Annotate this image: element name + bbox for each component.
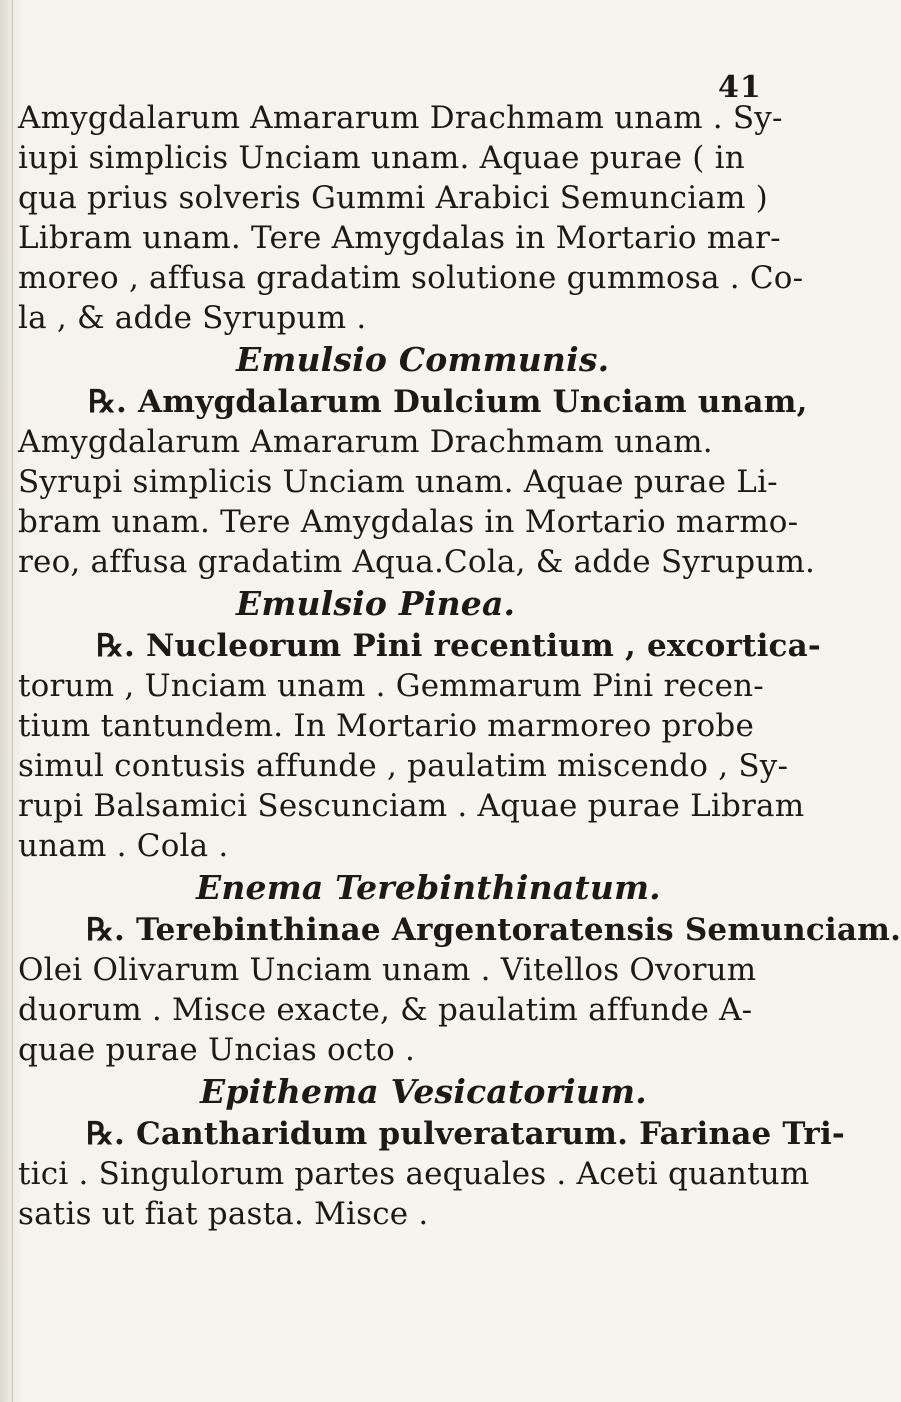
page-number: 41 [718,70,762,105]
text-line-27: tici . Singulorum partes aequales . Aceti quantum [18,1156,810,1192]
text-line-12: reo, affusa gradatim Aqua.Cola, & adde Syrupum. [18,544,816,580]
text-line-15: torum , Unciam unam . Gemmarum Pini recen- [18,668,764,704]
recipe-line-rx-1: ℞. Amygdalarum Dulcium Unciam unam, [88,384,808,420]
binding-gutter [12,0,13,1402]
heading-emulsio-pinea: Emulsio Pinea. [236,584,516,623]
text-line-6: la , & adde Syrupum . [18,300,367,336]
recipe-line-rx-3: ℞. Terebinthinae Argentoratensis Semunciam. [86,912,901,948]
text-line-18: rupi Balsamici Sescunciam . Aquae purae Libram [18,788,805,824]
text-line-16: tium tantundem. In Mortario marmoreo probe [18,708,755,744]
text-line-22: Olei Olivarum Unciam unam . Vitellos Ovorum [18,952,757,988]
heading-epithema-vesicatorium: Epithema Vesicatorium. [200,1072,647,1111]
text-line-3: qua prius solveris Gummi Arabici Semunciam ) [18,180,768,216]
recipe-line-rx-4: ℞. Cantharidum pulveratarum. Farinae Tri- [86,1116,845,1152]
text-line-11: bram unam. Tere Amygdalas in Mortario marmo- [18,504,799,540]
text-line-19: unam . Cola . [18,828,229,864]
text-line-23: duorum . Misce exacte, & paulatim affunde A- [18,992,753,1028]
heading-enema-terebinthinatum: Enema Terebinthinatum. [196,868,661,907]
text-line-4: Libram unam. Tere Amygdalas in Mortario mar- [18,220,781,256]
heading-emulsio-communis: Emulsio Communis. [236,340,610,379]
text-line-5: moreo , affusa gradatim solutione gummosa . Co- [18,260,804,296]
text-line-17: simul contusis affunde , paulatim miscendo , Sy- [18,748,789,784]
text-line-1: Amygdalarum Amararum Drachmam unam . Sy- [18,100,783,136]
text-line-9: Amygdalarum Amararum Drachmam unam. [18,424,713,460]
recipe-line-rx-2: ℞. Nucleorum Pini recentium , excortica- [96,628,821,664]
text-line-2: iupi simplicis Unciam unam. Aquae purae ( in [18,140,745,176]
text-line-10: Syrupi simplicis Unciam unam. Aquae purae Li- [18,464,778,500]
text-line-24: quae purae Uncias octo . [18,1032,416,1068]
text-line-28: satis ut fiat pasta. Misce . [18,1196,429,1232]
